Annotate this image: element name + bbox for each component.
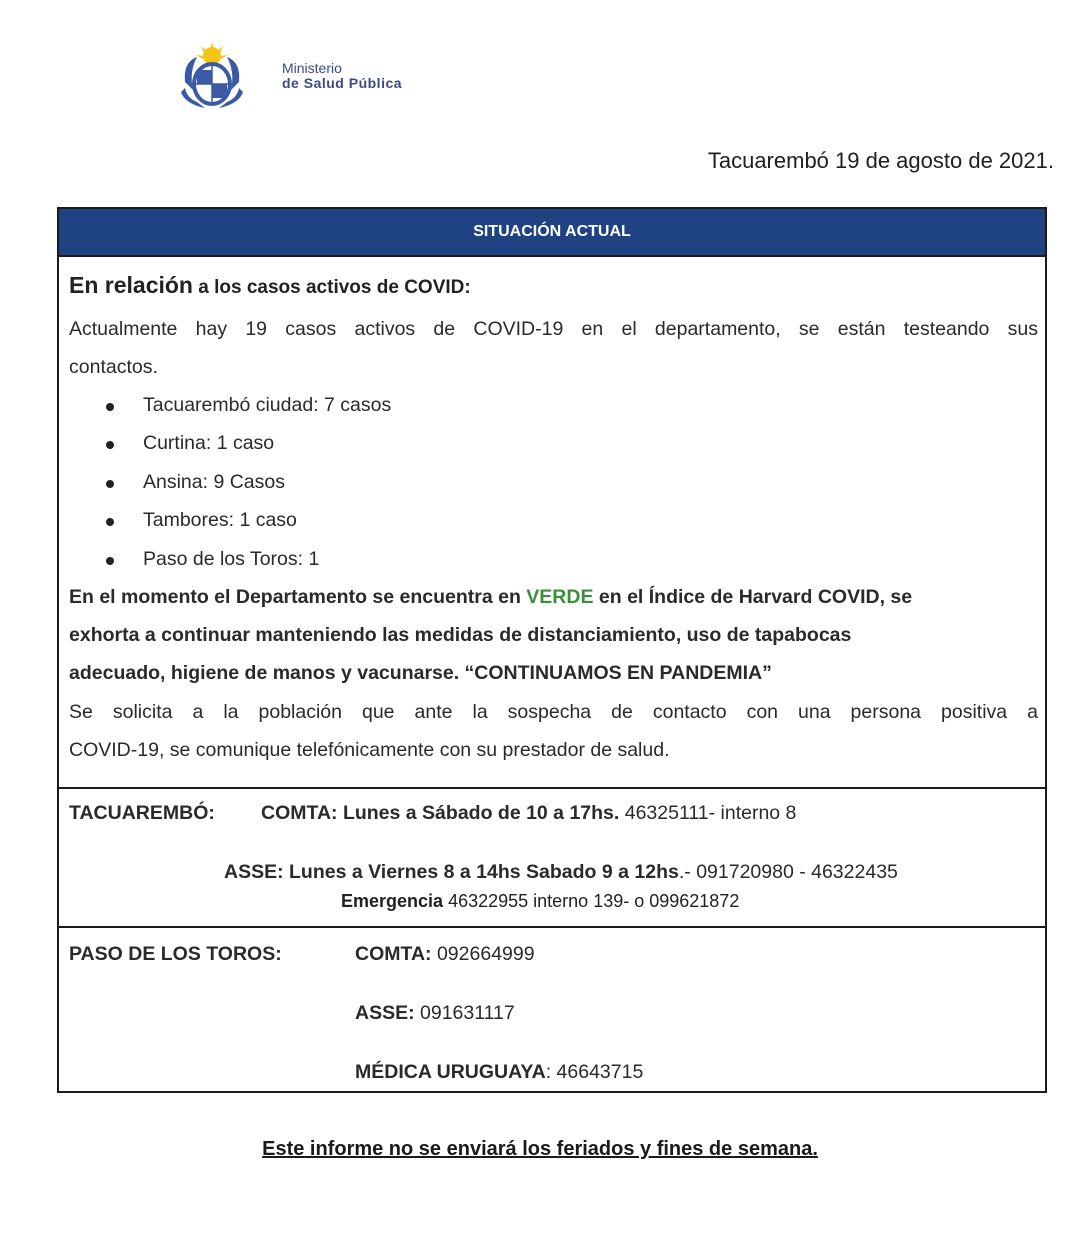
bullet-dot xyxy=(106,518,114,526)
status-line xyxy=(69,586,912,609)
tacuarembo-contacts xyxy=(59,789,1045,928)
paso-medica xyxy=(355,1061,643,1084)
paso-comta xyxy=(355,943,535,966)
case-item: Tambores: 1 caso xyxy=(143,509,297,531)
request-line-1: Se solicita a la población que ante la sospecha de contacto con una persona positiva a xyxy=(69,701,1038,723)
comta-schedule: COMTA: Lunes a Sábado de 10 a 17hs. xyxy=(261,802,620,824)
exhort-line-2: exhorta a continuar manteniendo las medidas de distanciamiento, uso de tapabocas xyxy=(69,624,852,646)
bullet-dot xyxy=(106,403,114,411)
active-cases-section xyxy=(59,257,1045,789)
emergency-label: Emergencia xyxy=(341,891,444,911)
comta-phone: 46325111- interno 8 xyxy=(624,802,797,824)
paso-comta-label: COMTA: xyxy=(355,943,432,965)
emergency-phone: 46322955 interno 139- o 099621872 xyxy=(443,891,740,911)
status-post: en el Índice de Harvard COVID, se xyxy=(593,586,913,608)
intro-line-1: Actualmente hay 19 casos activos de COVID-19 en el departamento, se están testeando sus xyxy=(69,318,1038,340)
case-item: Tacuarembó ciudad: 7 casos xyxy=(143,394,392,416)
asse-schedule: ASSE: Lunes a Viernes 8 a 14hs Sabado 9 a 12hs xyxy=(224,861,679,883)
case-item: Ansina: 9 Casos xyxy=(143,471,285,493)
ministry-name-line2: de Salud Pública xyxy=(282,75,403,91)
bullet-dot xyxy=(106,480,114,488)
case-item: Paso de los Toros: 1 xyxy=(143,548,320,570)
box-title: SITUACIÓN ACTUAL xyxy=(59,209,1045,257)
status-level-badge: VERDE xyxy=(526,586,594,608)
intro-line-2: contactos. xyxy=(69,356,158,378)
bullet-dot xyxy=(106,441,114,449)
section-heading-part1: En relación xyxy=(69,272,193,298)
ministry-logo-emblem xyxy=(175,42,250,112)
tacuarembo-emergency xyxy=(341,891,739,912)
paso-medica-phone: : 46643715 xyxy=(545,1061,644,1083)
current-situation-box xyxy=(57,207,1047,1093)
exhort-line-3: adecuado, higiene de manos y vacunarse. “CONTINUAMOS EN PANDEMIA” xyxy=(69,662,772,684)
status-pre: En el momento el Departamento se encuentra en xyxy=(69,586,527,608)
section-heading-part2: a los casos activos de COVID: xyxy=(192,277,471,298)
asse-phone: .- 091720980 - 46322435 xyxy=(678,861,898,883)
paso-asse-label: ASSE: xyxy=(355,1002,415,1024)
ministry-name xyxy=(282,61,402,91)
paso-asse-phone: 091631117 xyxy=(414,1002,515,1024)
bullet-dot xyxy=(106,557,114,565)
tacuarembo-label: TACUAREMBÓ: xyxy=(69,802,215,824)
paso-label: PASO DE LOS TOROS: xyxy=(69,943,282,965)
tacuarembo-asse xyxy=(224,861,898,884)
paso-asse xyxy=(355,1002,515,1025)
paso-medica-label: MÉDICA URUGUAYA xyxy=(355,1061,546,1083)
case-item: Curtina: 1 caso xyxy=(143,432,275,454)
footer-note: Este informe no se enviará los feriados y fines de semana. xyxy=(262,1138,818,1160)
document-date: Tacuarembó 19 de agosto de 2021. xyxy=(707,148,1054,173)
ministry-name-line1: Ministerio xyxy=(282,60,342,76)
paso-de-los-toros-contacts xyxy=(59,928,1045,1091)
request-line-2: COVID-19, se comunique telefónicamente con su prestador de salud. xyxy=(69,739,670,761)
paso-comta-phone: 092664999 xyxy=(431,943,535,965)
section-heading xyxy=(69,272,471,299)
tacuarembo-comta xyxy=(261,802,796,825)
